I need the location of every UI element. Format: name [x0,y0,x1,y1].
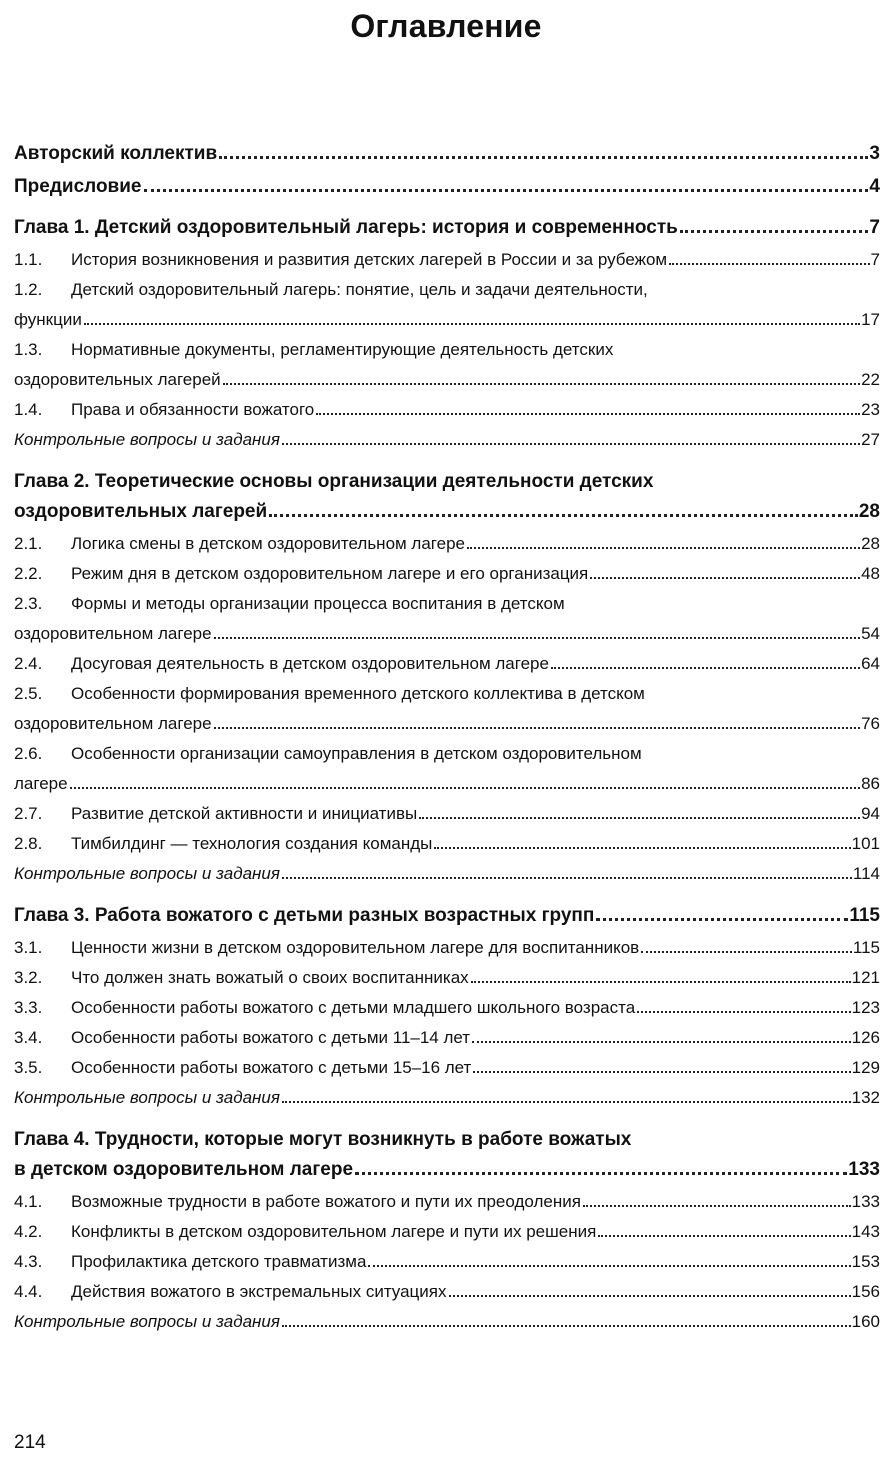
section-number: 4.4. [14,1282,43,1301]
chapter-title: Глава 4. Трудности, которые могут возникнуть в работе вожатых [14,1129,632,1150]
questions-entry-page: 160 [851,1312,880,1331]
chapter-title-page: 7 [869,217,880,238]
dot-leader [368,1265,850,1267]
section-number: 1.4. [14,400,43,419]
section-number: 2.2. [14,564,43,583]
section-title: Ценности жизни в детском оздоровительном лагере для воспитанников [71,938,640,957]
section-entry [14,1023,880,1053]
front-entry [14,173,880,201]
section-number: 3.3. [14,998,43,1017]
section-entry [14,1187,880,1217]
chapter-title-label: Глава 1. Детский оздоровительный лагерь: история и современность [14,217,678,238]
section-number: 2.7. [14,804,43,823]
chapter-block [14,1125,880,1337]
dot-leader [583,1205,851,1207]
front-entry [14,140,880,168]
questions-entry [14,859,880,889]
page-title: Оглавление [350,8,542,44]
chapter-title [14,213,880,243]
section-title: История возникновения и развития детских лагерей в России и за рубежом [71,250,668,269]
questions-entry-page: 114 [852,864,880,883]
chapter-block [14,467,880,889]
front-entry-label: Авторский коллектив [14,143,218,164]
chapter-block [14,213,880,455]
section-title: Досуговая деятельность в детском оздоровительном лагере [71,654,549,673]
section-title-cont: лагере [14,774,68,793]
chapter-block [14,901,880,1113]
section-entry [14,993,880,1023]
section-page: 28 [861,534,880,553]
section-title: Нормативные документы, регламентирующие деятельность детских [71,340,614,359]
dot-leader [214,637,861,639]
section-page: 17 [861,310,880,329]
section-page: 54 [861,624,880,643]
dot-leader [214,727,861,729]
chapter-title-cont-label: оздоровительных лагерей [14,501,268,522]
section-entry [14,275,880,305]
section-entry-cont [14,305,880,335]
section-title-cont: оздоровительном лагере [14,624,212,643]
section-page: 64 [861,654,880,673]
section-entry-cont [14,709,880,739]
section-title: Формы и методы организации процесса воспитания в детском [71,594,565,613]
section-page: 143 [851,1222,880,1241]
section-entry-cont [14,365,880,395]
dot-leader [449,1295,851,1297]
section-page: 153 [851,1252,880,1271]
section-number: 3.1. [14,938,43,957]
section-number: 2.4. [14,654,43,673]
dot-leader [282,1101,851,1103]
questions-entry [14,1307,880,1337]
section-title: Конфликты в детском оздоровительном лагере и пути их решения [71,1222,597,1241]
section-entry [14,739,880,769]
dot-leader [84,323,860,325]
questions-entry-label: Контрольные вопросы и задания [14,1088,280,1107]
section-page: 133 [851,1192,880,1211]
section-entry [14,1053,880,1083]
section-title: Возможные трудности в работе вожатого и пути их преодоления [71,1192,581,1211]
chapter-title-cont [14,497,880,527]
section-page: 115 [852,938,880,957]
section-title-cont: функции [14,310,82,329]
questions-entry-page: 132 [851,1088,880,1107]
dot-leader [434,847,850,849]
section-number: 3.4. [14,1028,43,1047]
dot-leader [596,918,848,921]
section-number: 3.5. [14,1058,43,1077]
dot-leader [223,383,860,385]
section-entry [14,589,880,619]
section-page: 126 [851,1028,880,1047]
section-title: Особенности организации самоуправления в детском оздоровительном [71,744,642,763]
section-number: 2.6. [14,744,43,763]
dot-leader [471,981,851,983]
section-title: Особенности работы вожатого с детьми 15–16 лет [71,1058,472,1077]
section-entry [14,1247,880,1277]
dot-leader [472,1041,851,1043]
section-page: 23 [861,400,880,419]
dot-leader [590,577,860,579]
section-page: 156 [851,1282,880,1301]
section-title: Режим дня в детском оздоровительном лагере и его организация [71,564,589,583]
section-number: 1.3. [14,340,43,359]
questions-entry-label: Контрольные вопросы и задания [14,864,280,883]
questions-entry-page: 27 [861,430,880,449]
section-page: 48 [861,564,880,583]
dot-leader [144,189,869,192]
section-entry [14,799,880,829]
section-entry [14,963,880,993]
dot-leader [680,230,869,233]
section-page: 123 [851,998,880,1017]
section-title: Особенности формирования временного детского коллектива в детском [71,684,645,703]
dot-leader [282,1325,851,1327]
section-title: Что должен знать вожатый о своих воспитанниках [71,968,469,987]
dot-leader [467,547,860,549]
section-entry [14,649,880,679]
chapter-title-label: Глава 3. Работа вожатого с детьми разных возрастных групп [14,905,595,926]
questions-entry-label: Контрольные вопросы и задания [14,1312,280,1331]
section-page: 94 [861,804,880,823]
questions-entry-label: Контрольные вопросы и задания [14,430,280,449]
dot-leader [473,1071,850,1073]
page-number: 214 [14,1432,46,1453]
section-entry-cont [14,619,880,649]
front-entry-page: 4 [869,176,880,197]
table-of-contents [14,140,880,1337]
section-entry [14,245,880,275]
dot-leader [219,156,868,159]
chapter-title [14,901,880,931]
section-title: Профилактика детского травматизма [71,1252,367,1271]
section-title: Права и обязанности вожатого [71,400,315,419]
dot-leader [70,787,861,789]
chapter-title-cont-label: в детском оздоровительном лагере [14,1159,354,1180]
chapter-title: Глава 2. Теоретические основы организации деятельности детских [14,471,654,492]
dot-leader [637,1011,850,1013]
section-number: 4.2. [14,1222,43,1241]
dot-leader [551,667,860,669]
section-number: 1.1. [14,250,43,269]
questions-entry [14,1083,880,1113]
section-title-cont: оздоровительных лагерей [14,370,221,389]
section-entry-cont [14,769,880,799]
section-entry [14,335,880,365]
section-number: 2.8. [14,834,43,853]
section-page: 129 [851,1058,880,1077]
questions-entry [14,425,880,455]
dot-leader [316,413,860,415]
section-title: Особенности работы вожатого с детьми младшего школьного возраста [71,998,636,1017]
section-entry [14,559,880,589]
section-entry [14,933,880,963]
section-title: Тимбилдинг — технология создания команды [71,834,433,853]
section-entry [14,829,880,859]
section-entry [14,529,880,559]
section-title-cont: оздоровительном лагере [14,714,212,733]
front-entry-page: 3 [869,143,880,164]
section-page: 121 [851,968,880,987]
dot-leader [282,443,860,445]
front-entry-label: Предисловие [14,176,142,197]
section-title: Логика смены в детском оздоровительном лагере [71,534,465,553]
section-page: 86 [861,774,880,793]
section-title: Действия вожатого в экстремальных ситуациях [71,1282,447,1301]
section-entry [14,395,880,425]
chapter-title-cont-page: 28 [858,501,880,522]
chapter-title-cont-page: 133 [848,1159,880,1180]
dot-leader [355,1172,847,1175]
section-title: Детский оздоровительный лагерь: понятие, цель и задачи деятельности, [71,280,648,299]
section-page: 76 [861,714,880,733]
chapter-title-page: 115 [849,905,880,926]
dot-leader [598,1235,850,1237]
section-number: 4.3. [14,1252,43,1271]
section-title: Развитие детской активности и инициативы [71,804,418,823]
section-page: 101 [851,834,880,853]
section-number: 2.3. [14,594,43,613]
section-page: 7 [870,250,880,269]
section-entry [14,679,880,709]
section-number: 2.5. [14,684,43,703]
dot-leader [641,951,852,953]
chapter-title-cont [14,1155,880,1185]
section-number: 4.1. [14,1192,43,1211]
section-page: 22 [861,370,880,389]
section-number: 2.1. [14,534,43,553]
section-number: 1.2. [14,280,43,299]
dot-leader [269,514,858,517]
dot-leader [282,877,852,879]
section-number: 3.2. [14,968,43,987]
section-entry [14,1277,880,1307]
dot-leader [669,263,869,265]
section-entry [14,1217,880,1247]
section-title: Особенности работы вожатого с детьми 11–14 лет [71,1028,471,1047]
dot-leader [419,817,860,819]
